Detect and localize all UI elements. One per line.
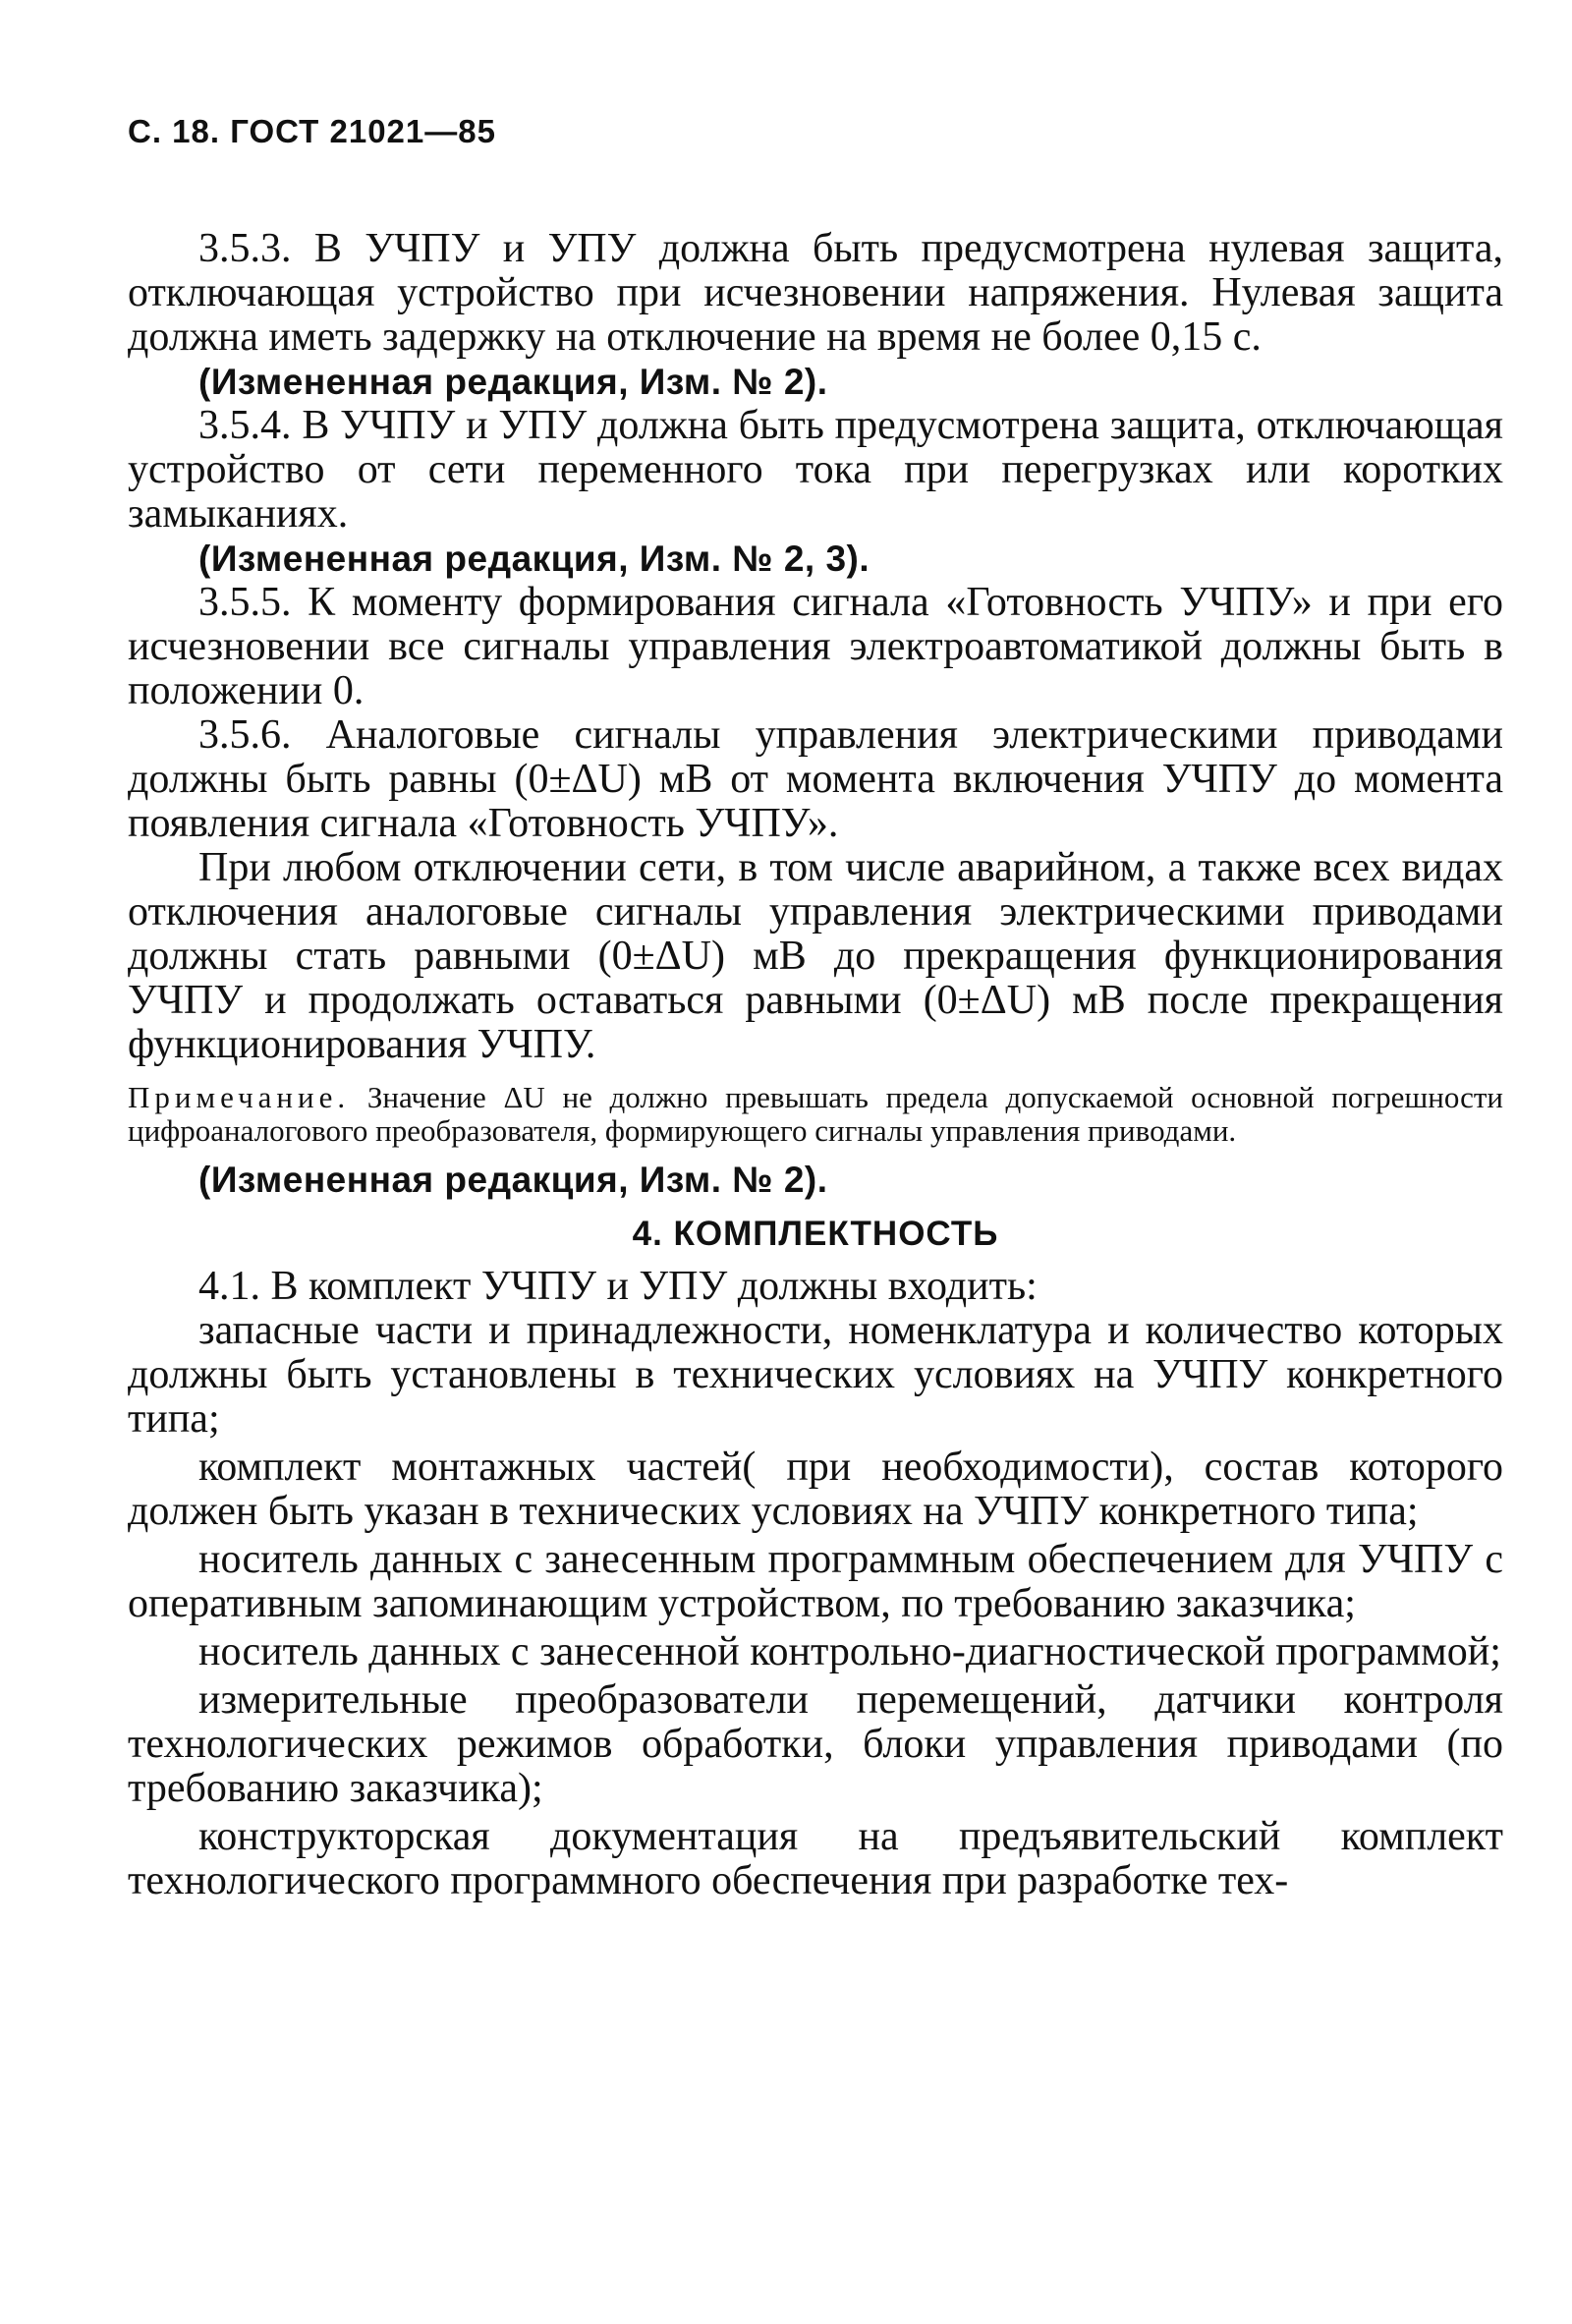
edit-note: (Измененная редакция, Изм. № 2, 3).	[198, 538, 870, 579]
list-item: измерительные преобразователи перемещений, датчики контроля технологических режимов обработки, блоки управления приводами (по требованию заказчика);	[128, 1677, 1503, 1811]
edit-note: (Измененная редакция, Изм. № 2).	[198, 1160, 828, 1200]
paragraph-4-1: 4.1. В комплект УЧПУ и УПУ должны входить:	[198, 1264, 1038, 1309]
list-item: комплект монтажных частей( при необходимости), состав которого должен быть указан в технических условиях на УЧПУ конкретного типа;	[128, 1445, 1503, 1534]
paragraph-3-5-3: 3.5.3. В УЧПУ и УПУ должна быть предусмотрена нулевая защита, отключающая устройство при исчезновении напряжения. Нулевая защита должна иметь задержку на отключение на время не более 0,15 с.	[128, 226, 1503, 360]
note-text: Значение ΔU не должно превышать предела допускаемой основной погрешности цифроаналогового преобразователя, формирующего сигналы управления приводами.	[128, 1080, 1503, 1148]
paragraph-3-5-5: 3.5.5. К моменту формирования сигнала «Готовность УЧПУ» и при его исчезновении все сигналы управления электроавтоматикой должны быть в положении 0.	[128, 580, 1503, 713]
section-title: 4. КОМПЛЕКТНОСТЬ	[632, 1215, 999, 1253]
list-item: носитель данных с занесенным программным обеспечением для УЧПУ с оперативным запоминающим устройством, по требованию заказчика;	[128, 1537, 1503, 1626]
document-page	[128, 113, 1503, 1907]
page-header: С. 18. ГОСТ 21021—85	[128, 113, 496, 149]
list-item: запасные части и принадлежности, номенклатура и количество которых должны быть установлены в технических условиях на УЧПУ конкретного типа;	[128, 1308, 1503, 1442]
list-item: конструкторская документация на предъявительский комплект технологического программного обеспечения при разработке тех-	[128, 1814, 1503, 1903]
list-item: носитель данных с занесенной контрольно-диагностической программой;	[198, 1629, 1501, 1674]
note	[128, 1081, 1503, 1148]
paragraph-3-5-6-continued: При любом отключении сети, в том числе аварийном, а также всех видах отключения аналоговые сигналы управления электрическими приводами должны стать равными (0±ΔU) мВ до прекращения функционирования УЧПУ и продолжать оставаться равными (0±ΔU) мВ после прекращения функционирования УЧПУ.	[128, 845, 1503, 1067]
edit-note: (Измененная редакция, Изм. № 2).	[198, 362, 828, 402]
paragraph-3-5-4: 3.5.4. В УЧПУ и УПУ должна быть предусмотрена защита, отключающая устройство от сети переменного тока при перегрузках или коротких замыканиях.	[128, 403, 1503, 537]
paragraph-3-5-6: 3.5.6. Аналоговые сигналы управления электрическими приводами должны быть равны (0±ΔU) мВ от момента включения УЧПУ до момента появления сигнала «Готовность УЧПУ».	[128, 712, 1503, 846]
note-label: Примечание.	[128, 1080, 351, 1114]
